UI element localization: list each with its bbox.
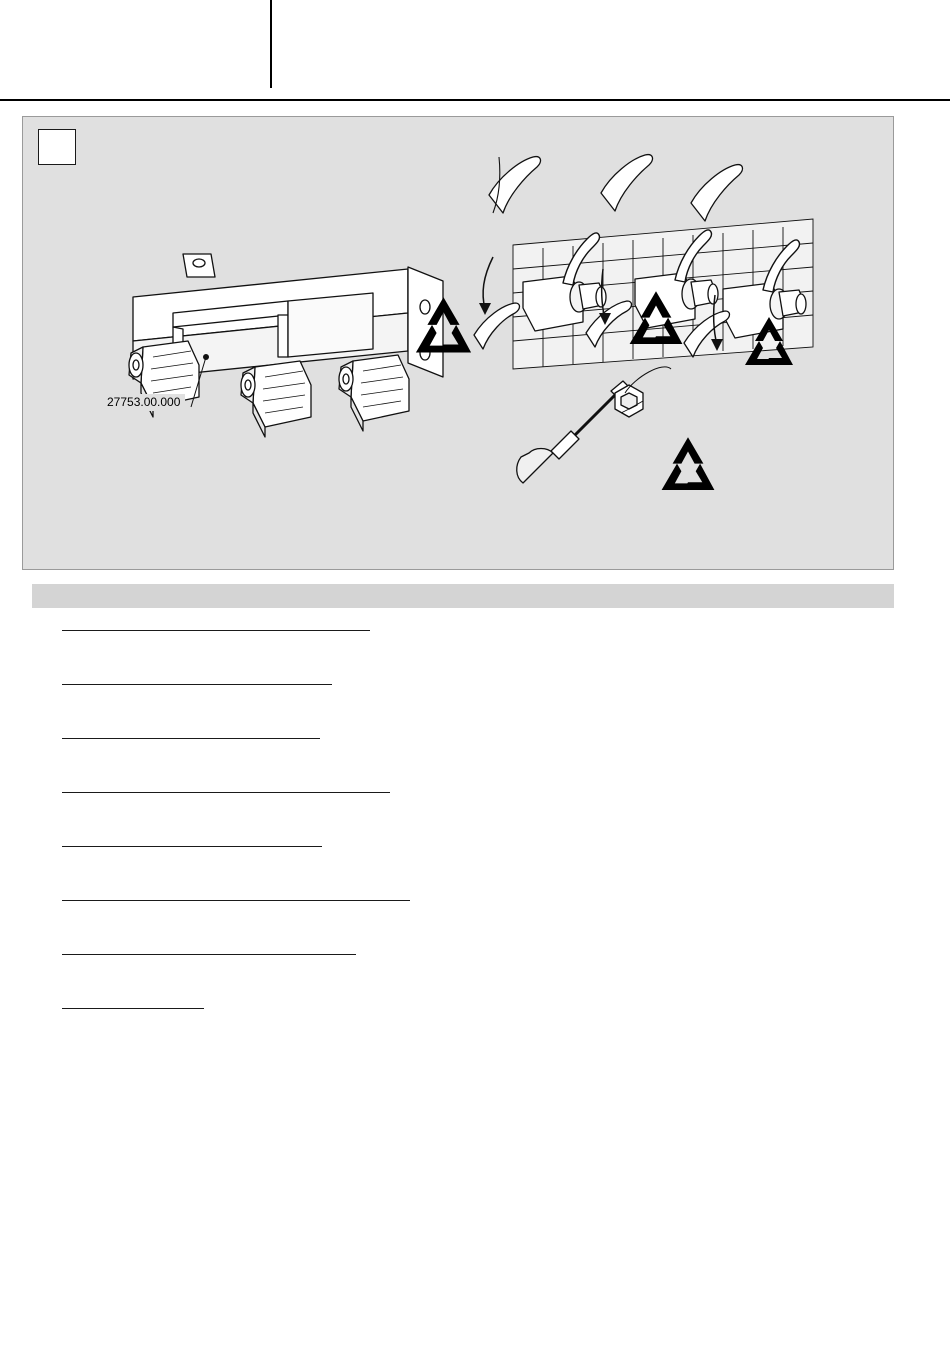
recycle-icon-4 xyxy=(662,437,715,490)
rule-row xyxy=(0,986,950,1040)
rule-underline xyxy=(62,684,332,685)
rule-row xyxy=(0,878,950,932)
rule-underline xyxy=(62,954,356,955)
rule-underline xyxy=(62,846,322,847)
rule-underline xyxy=(62,630,370,631)
header-vertical-divider xyxy=(270,0,272,88)
rule-row xyxy=(0,770,950,824)
rule-row xyxy=(0,662,950,716)
rule-underline xyxy=(62,900,410,901)
figure-panel xyxy=(22,116,894,570)
figure-illustration xyxy=(23,117,893,569)
caption-bar xyxy=(32,584,894,608)
page-header xyxy=(0,0,950,100)
rule-underline xyxy=(62,1008,204,1009)
rule-underline xyxy=(62,738,320,739)
rule-row xyxy=(0,824,950,878)
header-horizontal-rule xyxy=(0,99,950,101)
part-number-label: 27753.00.000 xyxy=(107,395,181,409)
rule-list xyxy=(0,608,950,1040)
rule-row xyxy=(0,608,950,662)
screwdriver-tool-art xyxy=(517,381,629,483)
rule-row xyxy=(0,932,950,986)
rule-underline xyxy=(62,792,390,793)
rule-row xyxy=(0,716,950,770)
